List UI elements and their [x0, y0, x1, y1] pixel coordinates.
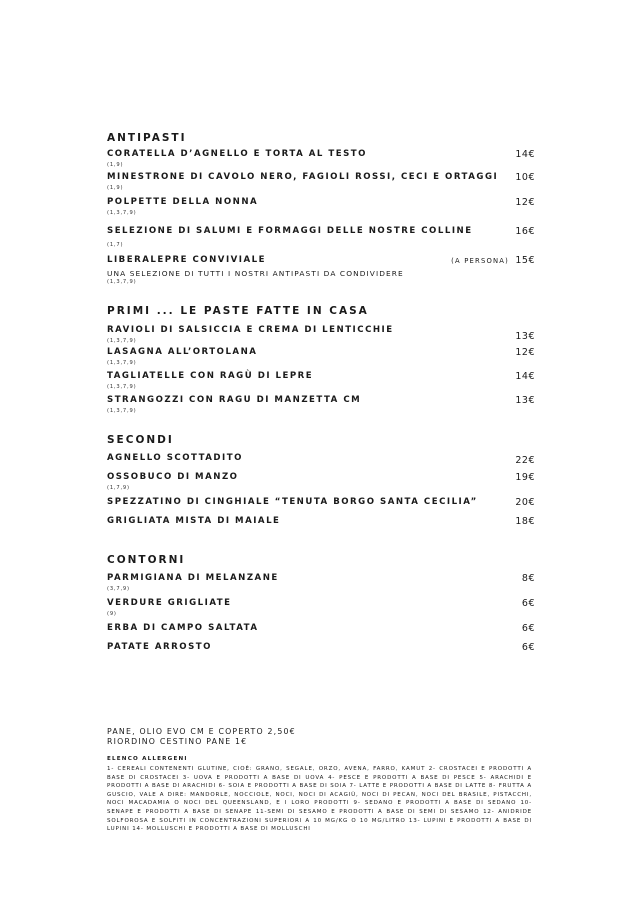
item-name: SPEZZATINO DI CINGHIALE “TENUTA BORGO SANTA CECILIA”: [107, 497, 478, 507]
item-allergens: (1,3,7,9): [107, 408, 137, 414]
menu-item: [107, 573, 535, 593]
item-price: 12€: [515, 197, 535, 208]
menu-item: [107, 497, 535, 510]
menu-item: [107, 453, 535, 466]
item-name: POLPETTE DELLA NONNA: [107, 197, 259, 207]
item-name: LIBERALEPRE CONVIVIALE: [107, 255, 266, 265]
item-allergens: (1,7): [107, 242, 124, 248]
item-name: MINESTRONE DI CAVOLO NERO, FAGIOLI ROSSI, CECI E ORTAGGI: [107, 172, 499, 182]
menu-item: [107, 347, 535, 367]
item-name: STRANGOZZI CON RAGU DI MANZETTA CM: [107, 395, 362, 405]
item-note: (A PERSONA): [451, 257, 509, 265]
allergen-list-text: 1- CEREALI CONTENENTI GLUTINE, CIOÈ: GRANO, SEGALE, ORZO, AVENA, FARRO, KAMUT 2- CROSTACEI E PRODOTTI A BASE DI CROSTACEI 3- UOVA E PRODOTTI A BASE DI UOVA 4- PESCE E PRODOTTI A BASE DI PESCE 5- ARACHIDI E PRODOTTI A BASE DI ARACHIDI 6- SOIA E PRODOTTI A BASE DI SOIA 7- LATTE E PRODOTTI A BASE DI LATTE 8- FRUTTA A GUSCIO, VALE A DIRE: MANDORLE, NOCCIOLE, NOCI, NOCI DI ACAGIÙ, NOCI DI PECAN, NOCI DEL BRASILE, PISTACCHI, NOCI MACADAMIA O NOCI DEL QUEENSLAND, E I LORO PRODOTTI 9- SEDANO E PRODOTTI A BASE DI SEDANO 10- SENAPE E PRODOTTI A BASE DI SENAPE 11-SEMI DI SESAMO E PRODOTTI A BASE DI SEMI DI SESAMO 12- ANIDRIDE SOLFOROSA E SOLFITI IN CONCENTRAZIONI SUPERIORI A 10 MG/KG O 10 MG/LITRO 13- LUPINI E PRODOTTI A BASE DI LUPINI 14- MOLLUSCHI E PRODOTTI A BASE DI MOLLUSCHI: [107, 766, 532, 833]
item-allergens: (1,9): [107, 162, 124, 168]
item-allergens: (3,7,9): [107, 586, 130, 592]
allergen-list-title: ELENCO ALLERGENI: [107, 756, 188, 762]
section-title-antipasti: ANTIPASTI: [107, 132, 187, 144]
item-allergens: (1,3,7,9): [107, 338, 137, 344]
menu-item: [107, 395, 535, 415]
menu-item: [107, 516, 535, 529]
item-price: 10€: [515, 172, 535, 183]
menu-item: [107, 149, 535, 169]
item-allergens: (1,9): [107, 185, 124, 191]
item-price: 18€: [515, 516, 535, 527]
item-name: SELEZIONE DI SALUMI E FORMAGGI DELLE NOSTRE COLLINE: [107, 226, 473, 236]
bread-refill: RIORDINO CESTINO PANE 1€: [107, 737, 248, 746]
item-price: 20€: [515, 497, 535, 508]
item-allergens: (1,3,7,9): [107, 384, 137, 390]
item-price: 22€: [515, 455, 535, 466]
item-price: 6€: [521, 598, 535, 609]
item-price: 6€: [521, 623, 535, 634]
item-name: LASAGNA ALL’ORTOLANA: [107, 347, 258, 357]
menu-item: [107, 197, 535, 217]
item-price: 13€: [515, 331, 535, 342]
menu-item: [107, 598, 535, 618]
item-price: 16€: [515, 226, 535, 237]
item-price: 6€: [521, 642, 535, 653]
section-title-secondi: SECONDI: [107, 434, 174, 446]
item-price: 13€: [515, 395, 535, 406]
item-allergens: (1,3,7,9): [107, 360, 137, 366]
item-allergens: (1,7,9): [107, 485, 130, 491]
item-name: PARMIGIANA DI MELANZANE: [107, 573, 279, 583]
item-allergens: (9): [107, 611, 117, 617]
item-name: TAGLIATELLE CON RAGÙ DI LEPRE: [107, 371, 314, 381]
item-name: PATATE ARROSTO: [107, 642, 212, 652]
menu-item: [107, 472, 535, 492]
item-price: 14€: [515, 371, 535, 382]
item-allergens: (1,3,7,9): [107, 279, 137, 285]
item-price: 19€: [515, 472, 535, 483]
item-name: GRIGLIATA MISTA DI MAIALE: [107, 516, 281, 526]
item-description: UNA SELEZIONE DI TUTTI I NOSTRI ANTIPASTI DA CONDIVIDERE: [107, 269, 404, 278]
menu-item: [107, 623, 535, 636]
item-name: VERDURE GRIGLIATE: [107, 598, 232, 608]
item-name: CORATELLA D’AGNELLO E TORTA AL TESTO: [107, 149, 367, 159]
menu-item: [107, 255, 535, 286]
menu-item: [107, 226, 535, 249]
menu-item: [107, 642, 535, 655]
menu-item: [107, 172, 535, 192]
menu-item: [107, 325, 535, 345]
item-name: RAVIOLI DI SALSICCIA E CREMA DI LENTICCHIE: [107, 325, 394, 335]
menu-item: [107, 371, 535, 391]
section-title-primi: PRIMI ... LE PASTE FATTE IN CASA: [107, 305, 369, 317]
menu-footer: [107, 727, 532, 834]
item-price: 14€: [515, 149, 535, 160]
item-name: AGNELLO SCOTTADITO: [107, 453, 243, 463]
item-name: OSSOBUCO DI MANZO: [107, 472, 239, 482]
item-allergens: (1,3,7,9): [107, 210, 137, 216]
item-price: 12€: [515, 347, 535, 358]
item-name: ERBA DI CAMPO SALTATA: [107, 623, 259, 633]
section-title-contorni: CONTORNI: [107, 554, 186, 566]
item-price: 15€: [515, 255, 535, 266]
item-price: 8€: [521, 573, 535, 584]
cover-charge: PANE, OLIO EVO CM E COPERTO 2,50€: [107, 727, 296, 736]
